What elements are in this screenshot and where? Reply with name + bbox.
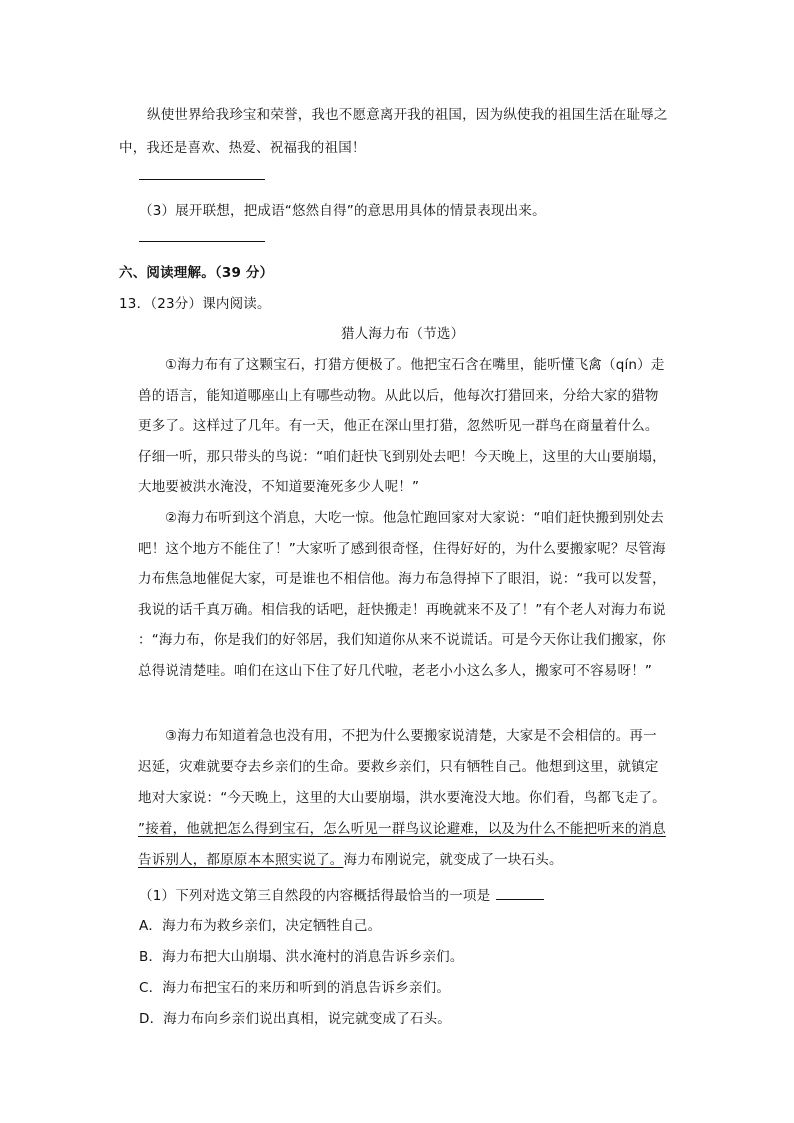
answer-blank-line-3[interactable] bbox=[139, 241, 265, 242]
p3-underlined-end: 告诉别人，都原原本本照实说了。 bbox=[138, 852, 344, 868]
p1-line: 更多了。这样过了几年。有一天，他正在深山里打猎，忽然听见一群鸟在商量着什么。 bbox=[138, 418, 659, 434]
option-d[interactable]: D．海力布向乡亲们说出真相，说完就变成了石头。 bbox=[139, 1011, 451, 1027]
p3-underlined-line: ”接着，他就把怎么得到宝石，怎么听见一群鸟议论避难，以及为什么不能把听来的消息 bbox=[138, 821, 666, 837]
subquestion-1-text: （1）下列对选文第三自然段的内容概括得最恰当的一项是 bbox=[139, 888, 491, 904]
p2-line: ：“海力布，你是我们的好邻居，我们知道你从来不说谎话。可是今天你让我们搬家，你 bbox=[138, 632, 666, 648]
p2-line: 吧！这个地方不能住了！”大家听了感到很奇怪，住得好好的，为什么要搬家呢？尽管海 bbox=[138, 541, 666, 557]
p3-last-line bbox=[138, 848, 563, 868]
p3-line: 迟延，灾难就要夺去乡亲们的生命。要救乡亲们，只有牺牲自己。他想到这里，就镇定 bbox=[138, 759, 659, 775]
question-13-label: 13．（23分）课内阅读。 bbox=[119, 296, 271, 312]
p1-line: ①海力布有了这颗宝石，打猎方便极了。他把宝石含在嘴里，能听懂飞禽（qín）走 bbox=[165, 357, 665, 373]
p2-line: 总得说清楚哇。咱们在这山下住了好几代啦，老老小小这么多人，搬家可不容易呀！” bbox=[138, 663, 653, 679]
p1-line: 仔细一听，那只带头的鸟说：“咱们赶快飞到别处去吧！今天晚上，这里的大山要崩塌， bbox=[138, 449, 666, 465]
answer-blank-line-2[interactable] bbox=[139, 179, 265, 180]
intro-line-2: 中，我还是喜欢、热爱、祝福我的祖国！ bbox=[119, 140, 366, 156]
section-heading: 六、阅读理解。（39 分） bbox=[119, 265, 274, 281]
question-3: （3）展开联想，把成语“悠然自得”的意思用具体的情景表现出来。 bbox=[139, 203, 546, 219]
p2-line: 我说的话千真万确。相信我的话吧，赶快搬走！再晚就来不及了！”有个老人对海力布说 bbox=[138, 602, 666, 618]
option-a[interactable]: A．海力布为救乡亲们，决定牺牲自己。 bbox=[139, 918, 382, 934]
p3-line: ③海力布知道着急也没有用，不把为什么要搬家说清楚，大家是不会相信的。再一 bbox=[165, 728, 657, 744]
p3-ending: 海力布刚说完，就变成了一块石头。 bbox=[343, 852, 563, 868]
passage-title: 猎人海力布（节选） bbox=[341, 326, 465, 342]
p1-line: 大地要被洪水淹没，不知道要淹死多少人呢！” bbox=[138, 479, 420, 495]
intro-line-1: 纵使世界给我珍宝和荣誉，我也不愿意离开我的祖国，因为纵使我的祖国生活在耻辱之 bbox=[147, 107, 668, 123]
p1-line: 兽的语言，能知道哪座山上有哪些动物。从此以后，他每次打猎回来，分给大家的猎物 bbox=[138, 388, 659, 404]
answer-blank-1[interactable] bbox=[496, 887, 544, 900]
p2-line: 力布焦急地催促大家，可是谁也不相信他。海力布急得掉下了眼泪，说：“我可以发誓， bbox=[138, 571, 666, 587]
p2-line: ②海力布听到这个消息，大吃一惊。他急忙跑回家对大家说：“咱们赶快搬到别处去 bbox=[165, 510, 664, 526]
subquestion-1 bbox=[139, 884, 544, 904]
option-c[interactable]: C．海力布把宝石的来历和听到的消息告诉乡亲们。 bbox=[139, 980, 451, 996]
option-b[interactable]: B．海力布把大山崩塌、洪水淹村的消息告诉乡亲们。 bbox=[139, 949, 464, 965]
p3-line: 地对大家说：“今天晚上，这里的大山要崩塌，洪水要淹没大地。你们看，鸟都飞走了。 bbox=[138, 790, 666, 806]
